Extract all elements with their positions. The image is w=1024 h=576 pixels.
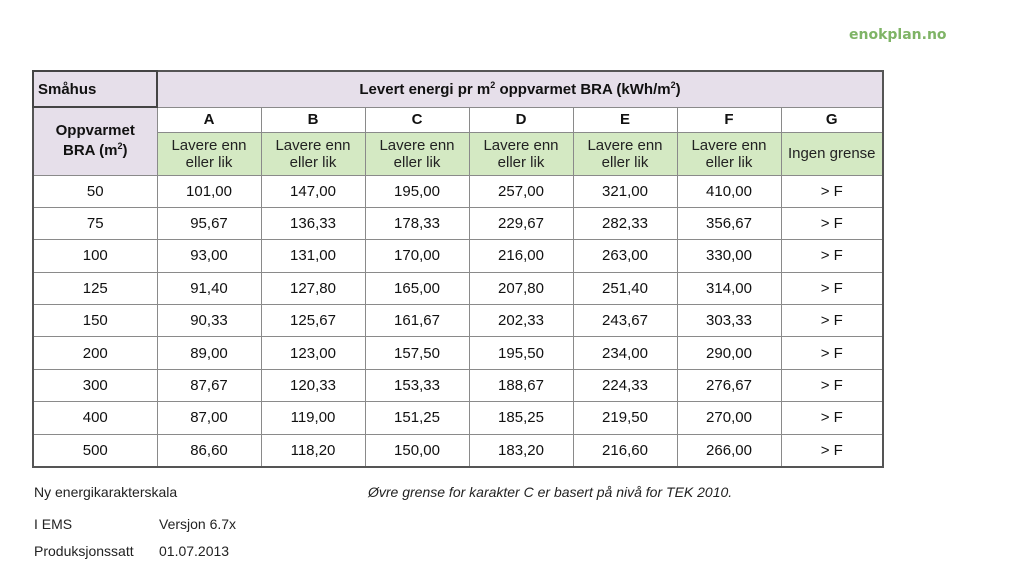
energy-title-sup: 2 <box>490 79 496 90</box>
bra-value: 400 <box>33 402 157 434</box>
grade-value-a: 91,40 <box>157 272 261 304</box>
grade-value-b: 123,00 <box>261 337 365 369</box>
grade-value-d: 229,67 <box>469 207 573 239</box>
grade-value-a: 87,00 <box>157 402 261 434</box>
grade-value-b: 127,80 <box>261 272 365 304</box>
grade-value-f: 290,00 <box>677 337 781 369</box>
grade-value-c: 165,00 <box>365 272 469 304</box>
grade-value-e: 263,00 <box>573 240 677 272</box>
grade-value-c: 157,50 <box>365 337 469 369</box>
grade-value-f: 314,00 <box>677 272 781 304</box>
grade-value-e: 224,33 <box>573 369 677 401</box>
grade-value-d: 216,00 <box>469 240 573 272</box>
bra-value: 50 <box>33 175 157 207</box>
grade-value-b: 120,33 <box>261 369 365 401</box>
limit-line-2: eller lik <box>185 153 233 171</box>
grade-value-f: 266,00 <box>677 434 781 467</box>
grade-value-g: > F <box>781 305 883 337</box>
grade-value-d: 183,20 <box>469 434 573 467</box>
source-label: I EMS <box>34 516 73 532</box>
limit-line-2: eller lik <box>289 153 337 171</box>
limit-line-2: eller lik <box>497 153 545 171</box>
grade-value-c: 153,33 <box>365 369 469 401</box>
grade-value-b: 147,00 <box>261 175 365 207</box>
table-row <box>33 434 883 467</box>
bra-value: 150 <box>33 305 157 337</box>
footnote: Øvre grense for karakter C er basert på nivå for TEK 2010. <box>368 484 733 500</box>
grade-value-a: 86,60 <box>157 434 261 467</box>
grade-value-a: 90,33 <box>157 305 261 337</box>
grade-value-e: 243,67 <box>573 305 677 337</box>
grade-value-f: 270,00 <box>677 402 781 434</box>
grade-value-e: 282,33 <box>573 207 677 239</box>
grade-value-a: 95,67 <box>157 207 261 239</box>
table-row <box>33 337 883 369</box>
bra-value: 500 <box>33 434 157 467</box>
production-date: 01.07.2013 <box>159 543 230 559</box>
energy-title-cell <box>157 71 883 107</box>
grade-limit-e <box>573 132 677 175</box>
grade-limit-b <box>261 132 365 175</box>
grade-value-g: > F <box>781 402 883 434</box>
limit-line-2: eller lik <box>601 153 649 171</box>
grade-letter-c: C <box>365 107 469 132</box>
table-row <box>33 369 883 401</box>
grade-value-c: 195,00 <box>365 175 469 207</box>
table-row <box>33 305 883 337</box>
table-header-row <box>33 71 883 107</box>
grade-value-f: 410,00 <box>677 175 781 207</box>
grade-value-e: 321,00 <box>573 175 677 207</box>
grade-value-d: 185,25 <box>469 402 573 434</box>
grade-limit-a <box>157 132 261 175</box>
grade-limit-f <box>677 132 781 175</box>
grade-letter-d: D <box>469 107 573 132</box>
grade-value-b: 119,00 <box>261 402 365 434</box>
bra-value: 75 <box>33 207 157 239</box>
table-row <box>33 207 883 239</box>
limit-line-2: eller lik <box>393 153 441 171</box>
table-row <box>33 272 883 304</box>
production-label: Produksjonssatt <box>34 543 134 559</box>
grade-value-e: 234,00 <box>573 337 677 369</box>
limit-line-2: eller lik <box>705 153 753 171</box>
grade-letter-b: B <box>261 107 365 132</box>
table-row <box>33 240 883 272</box>
grade-value-c: 150,00 <box>365 434 469 467</box>
building-type-cell: Småhus <box>33 71 157 107</box>
grade-value-g: > F <box>781 369 883 401</box>
bra-value: 200 <box>33 337 157 369</box>
limit-line-1: Lavere enn <box>379 136 455 154</box>
grade-value-b: 136,33 <box>261 207 365 239</box>
grade-letter-f: F <box>677 107 781 132</box>
grade-value-d: 202,33 <box>469 305 573 337</box>
grade-value-e: 216,60 <box>573 434 677 467</box>
grade-value-g: > F <box>781 207 883 239</box>
grade-limit-g: Ingen grense <box>781 132 883 175</box>
grade-letter-g: G <box>781 107 883 132</box>
limit-line-1: Lavere enn <box>691 136 767 154</box>
energy-title-mid: oppvarmet BRA (kWh/m <box>495 80 671 98</box>
energy-title-text: Levert energi pr m <box>359 80 491 98</box>
bra-value: 100 <box>33 240 157 272</box>
version-text: Versjon 6.7x <box>159 516 237 532</box>
bra-header-end: ) <box>122 142 128 160</box>
energy-title-sup2: 2 <box>670 79 676 90</box>
grade-value-b: 131,00 <box>261 240 365 272</box>
grade-limit-c <box>365 132 469 175</box>
grade-value-b: 125,67 <box>261 305 365 337</box>
table-row <box>33 402 883 434</box>
energy-grade-table <box>32 70 884 468</box>
bra-header-line1: Oppvarmet <box>55 122 135 140</box>
grade-value-d: 257,00 <box>469 175 573 207</box>
grade-value-e: 251,40 <box>573 272 677 304</box>
grade-value-a: 87,67 <box>157 369 261 401</box>
grade-value-a: 101,00 <box>157 175 261 207</box>
limit-line-1: Lavere enn <box>483 136 559 154</box>
grade-value-c: 178,33 <box>365 207 469 239</box>
scale-label: Ny energikarakterskala <box>34 484 178 500</box>
limit-line-1: Lavere enn <box>171 136 247 154</box>
grade-letter-a: A <box>157 107 261 132</box>
grade-value-e: 219,50 <box>573 402 677 434</box>
grade-value-d: 195,50 <box>469 337 573 369</box>
limit-line-1: Lavere enn <box>587 136 663 154</box>
grade-letter-row <box>33 107 883 132</box>
grade-value-d: 207,80 <box>469 272 573 304</box>
grade-limit-row <box>33 132 883 175</box>
grade-value-d: 188,67 <box>469 369 573 401</box>
grade-value-g: > F <box>781 337 883 369</box>
bra-header-sup: 2 <box>117 141 123 152</box>
grade-value-f: 330,00 <box>677 240 781 272</box>
grade-value-a: 93,00 <box>157 240 261 272</box>
table-row <box>33 175 883 207</box>
grade-letter-e: E <box>573 107 677 132</box>
bra-header-line2: BRA (m <box>63 142 118 160</box>
grade-limit-d <box>469 132 573 175</box>
grade-value-c: 151,25 <box>365 402 469 434</box>
energy-title-end: ) <box>675 80 681 98</box>
grade-value-c: 161,67 <box>365 305 469 337</box>
grade-value-f: 356,67 <box>677 207 781 239</box>
grade-value-a: 89,00 <box>157 337 261 369</box>
grade-value-f: 303,33 <box>677 305 781 337</box>
limit-line-1: Lavere enn <box>275 136 351 154</box>
site-brand: enokplan.no <box>849 27 947 43</box>
grade-value-f: 276,67 <box>677 369 781 401</box>
bra-value: 125 <box>33 272 157 304</box>
grade-value-b: 118,20 <box>261 434 365 467</box>
grade-value-c: 170,00 <box>365 240 469 272</box>
bra-header-cell <box>33 107 157 175</box>
bra-value: 300 <box>33 369 157 401</box>
grade-value-g: > F <box>781 434 883 467</box>
grade-value-g: > F <box>781 240 883 272</box>
grade-value-g: > F <box>781 175 883 207</box>
grade-value-g: > F <box>781 272 883 304</box>
